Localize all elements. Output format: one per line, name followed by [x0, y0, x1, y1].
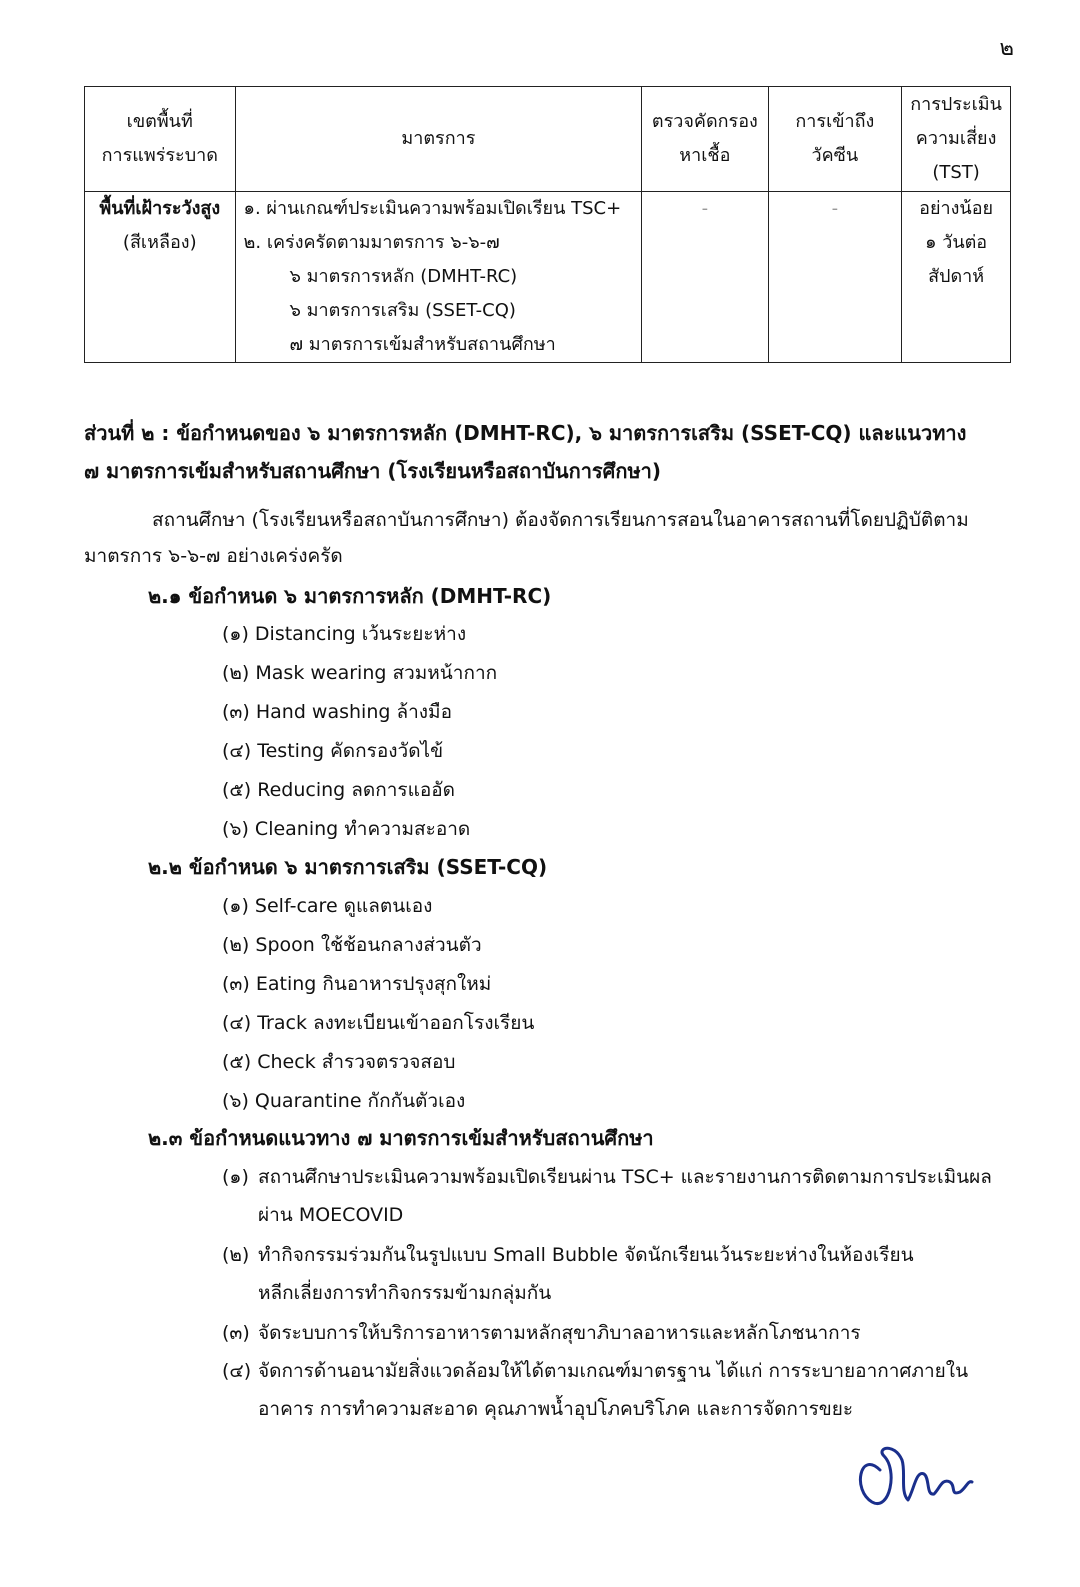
measure-line: ๑. ผ่านเกณฑ์ประเมินความพร้อมเปิดเรียน TSC+ [243, 198, 622, 219]
table-row [85, 192, 1011, 363]
list-item: (๕) Reducing ลดการแออัด [222, 779, 456, 801]
vaccine-cell: - [768, 192, 902, 363]
list-item: (๔) Testing คัดกรองวัดไข้ [222, 740, 444, 762]
measures-table [84, 86, 1011, 363]
header-vaccine: การเข้าถึง วัคซีน [768, 87, 902, 192]
list-item: (๒) Mask wearing สวมหน้ากาก [222, 662, 498, 684]
intro-paragraph: สถานศึกษา (โรงเรียนหรือสถาบันการศึกษา) ต้องจัดการเรียนการสอนในอาคารสถานที่โดยปฏิบัติตาม มาตรการ ๖-๖-๗ อย่างเคร่งครัด [84, 509, 969, 567]
section-heading: ส่วนที่ ๒ : ข้อกำหนดของ ๖ มาตรการหลัก (DMHT-RC), ๖ มาตรการเสริม (SSET-CQ) และแนวทาง ๗ มาตรการเข้มสำหรับสถานศึกษา (โรงเรียนหรือสถาบันการศึกษา) [84, 421, 967, 483]
signature [850, 1430, 980, 1520]
list-item: (๒) Spoon ใช้ช้อนกลางส่วนตัว [222, 934, 482, 956]
list-item: (๔) Track ลงทะเบียนเข้าออกโรงเรียน [222, 1012, 535, 1034]
page-number: ๒ [999, 36, 1014, 61]
subsection-2-3-heading: ๒.๓ ข้อกำหนดแนวทาง ๗ มาตรการเข้มสำหรับสถานศึกษา [148, 1126, 654, 1150]
signature-graphic [850, 1430, 980, 1520]
header-measures: มาตรการ [235, 87, 642, 192]
screening-cell: - [642, 192, 768, 363]
tst-cell: อย่างน้อย ๑ วันต่อ สัปดาห์ [902, 192, 1011, 363]
zone-cell: พื้นที่เฝ้าระวังสูง (สีเหลือง) [85, 192, 236, 363]
list-item: (๖) Quarantine กักกันตัวเอง [222, 1090, 466, 1112]
header-screening: ตรวจคัดกรอง หาเชื้อ [642, 87, 768, 192]
measures-cell [235, 192, 642, 363]
list-item: (๓) จัดระบบการให้บริการอาหารตามหลักสุขาภิบาลอาหารและหลักโภชนาการ [222, 1322, 861, 1344]
table-header-row [85, 87, 1011, 192]
list-item: (๒) ทำกิจกรรมร่วมกันในรูปแบบ Small Bubble จัดนักเรียนเว้นระยะห่างในห้องเรียน หลีกเลี่ยงการทำกิจกรรมข้ามกลุ่มกัน [222, 1244, 914, 1304]
subsection-2-2-heading: ๒.๒ ข้อกำหนด ๖ มาตรการเสริม (SSET-CQ) [148, 855, 548, 879]
list-item: (๑) Self-care ดูแลตนเอง [222, 895, 433, 917]
header-zone: เขตพื้นที่ การแพร่ระบาด [85, 87, 236, 192]
measure-line: ๗ มาตรการเข้มสำหรับสถานศึกษา [289, 334, 556, 355]
list-item: (๔) จัดการด้านอนามัยสิ่งแวดล้อมให้ได้ตามเกณฑ์มาตรฐาน ได้แก่ การระบายอากาศภายใน อาคาร การทำความสะอาด คุณภาพน้ำอุปโภคบริโภค และการจัดการขยะ [222, 1360, 969, 1420]
list-item: (๕) Check สำรวจตรวจสอบ [222, 1051, 456, 1073]
list-item: (๖) Cleaning ทำความสะอาด [222, 818, 471, 840]
measure-line: ๖ มาตรการเสริม (SSET-CQ) [289, 300, 516, 321]
list-item: (๑) Distancing เว้นระยะห่าง [222, 623, 467, 645]
list-item: (๓) Eating กินอาหารปรุงสุกใหม่ [222, 973, 492, 995]
header-tst: การประเมิน ความเสี่ยง (TST) [902, 87, 1011, 192]
measure-line: ๒. เคร่งครัดตามมาตรการ ๖-๖-๗ [243, 232, 500, 253]
subsection-2-1-heading: ๒.๑ ข้อกำหนด ๖ มาตรการหลัก (DMHT-RC) [148, 584, 552, 608]
list-item: (๑) สถานศึกษาประเมินความพร้อมเปิดเรียนผ่าน TSC+ และรายงานการติดตามการประเมินผล ผ่าน MOECOVID [222, 1166, 992, 1226]
measure-line: ๖ มาตรการหลัก (DMHT-RC) [289, 266, 518, 287]
list-item: (๓) Hand washing ล้างมือ [222, 701, 452, 723]
